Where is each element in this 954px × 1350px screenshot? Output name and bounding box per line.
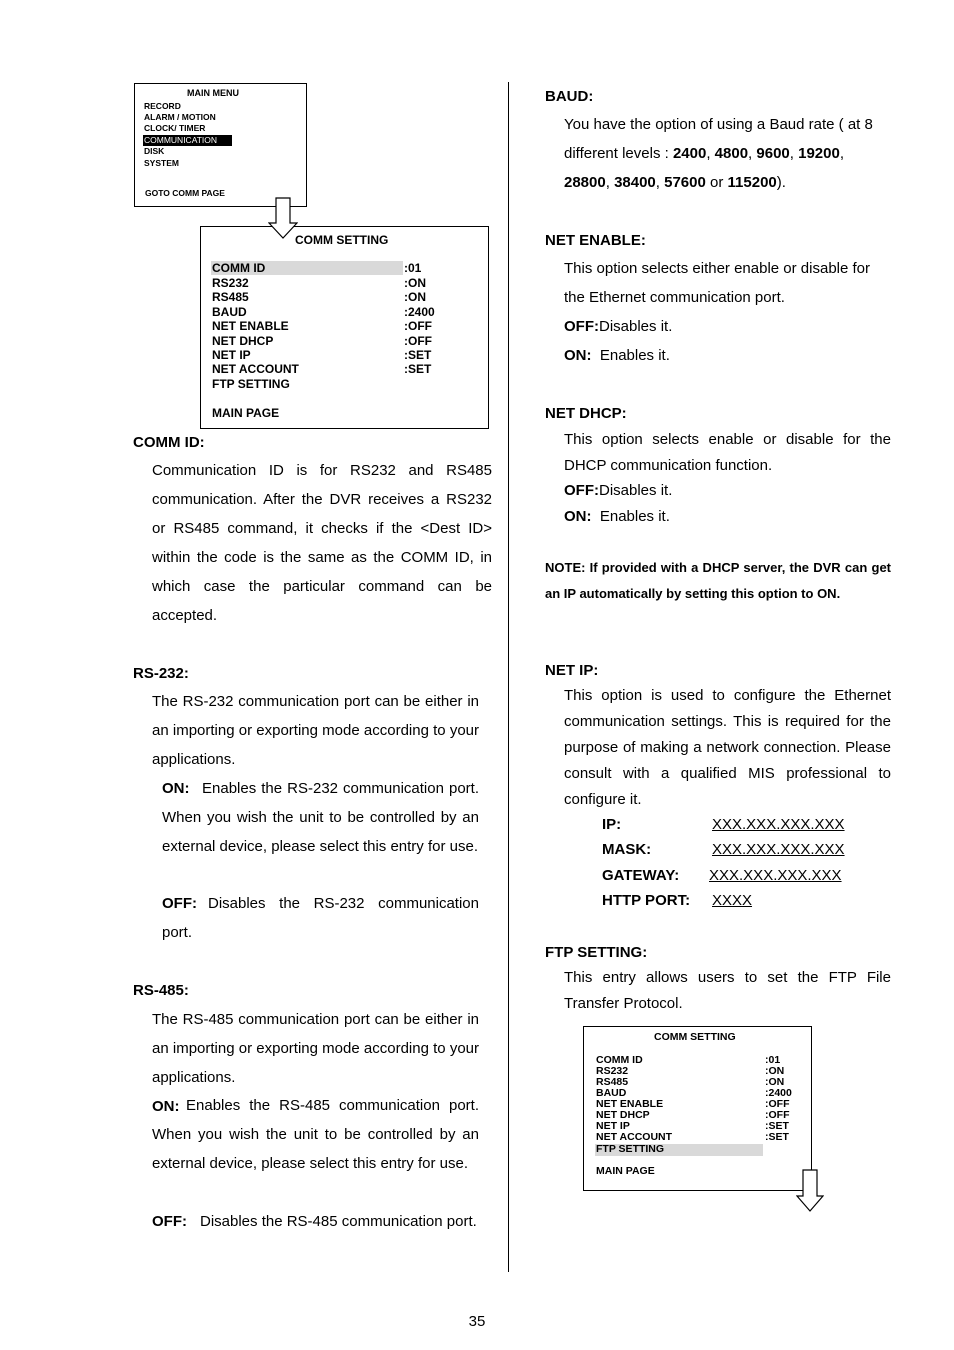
main-menu-item-clock: CLOCK/ TIMER (144, 123, 206, 133)
comm-setting-value: :OFF (404, 334, 432, 348)
comm-setting-label: RS485 (212, 290, 249, 304)
dhcp-note: NOTE: If provided with a DHCP server, the DVR can get an IP automatically by setting this option to ON. (545, 560, 891, 601)
main-menu-title: MAIN MENU (187, 88, 239, 98)
rs485-off-text-span: Disables the RS-485 communication port. (200, 1213, 477, 1230)
off-text: Disables it. (599, 482, 673, 499)
comm-setting-label: BAUD (596, 1087, 627, 1099)
rs485-on-text (152, 1091, 479, 1178)
main-menu-item-record: RECORD (144, 101, 181, 111)
comm-setting-title: COMM SETTING (654, 1031, 736, 1043)
comm-setting-box (200, 226, 489, 429)
main-menu-item-system: SYSTEM (144, 158, 179, 168)
comm-setting-value: :SET (765, 1131, 789, 1143)
ip-field-value: XXX.XXX.XXX.XXX (712, 816, 845, 833)
comm-setting-label: FTP SETTING (596, 1143, 665, 1155)
rs232-text: The RS-232 communication port can be either in an importing or exporting mode according to your applications. (152, 693, 479, 768)
http-port-field-label: HTTP PORT: (602, 892, 691, 909)
comm-setting-value: :OFF (404, 319, 432, 333)
net-dhcp-on (564, 508, 670, 525)
rs485-on-label: ON: (152, 1098, 180, 1115)
net-enable-heading: NET ENABLE: (545, 232, 646, 249)
column-divider (508, 82, 509, 1272)
comm-setting-value: :01 (765, 1054, 781, 1066)
comm-setting-label: RS232 (596, 1065, 629, 1077)
mask-field-value: XXX.XXX.XXX.XXX (712, 841, 845, 858)
on-text: Enables it. (599, 347, 670, 364)
comm-setting-value: :ON (765, 1076, 785, 1088)
net-dhcp-off (564, 482, 672, 499)
comm-setting-label: NET DHCP (212, 334, 274, 348)
main-menu-item-disk: DISK (144, 146, 165, 156)
rs232-off-label: OFF: (162, 895, 197, 912)
baud-text: You have the option of using a Baud rate ( at 8 different levels : 2400, 4800, 9600, 19200, 28800, 38400, 57600 or 115200). (564, 116, 873, 191)
baud-rate: 115200 (727, 174, 777, 191)
comm-setting-label: RS485 (596, 1076, 629, 1088)
net-enable-on (564, 347, 670, 364)
rs232-heading: RS-232: (133, 665, 189, 682)
comm-setting-label: FTP SETTING (212, 377, 290, 391)
baud-end: ). (776, 174, 786, 191)
net-ip-heading: NET IP: (545, 662, 599, 679)
mask-field-label: MASK: (602, 841, 652, 858)
comm-setting-label: BAUD (212, 305, 247, 319)
comm-setting-label: COMM ID (212, 261, 266, 275)
ip-field-label: IP: (602, 816, 622, 833)
comm-setting-label: NET ACCOUNT (212, 362, 299, 376)
gateway-field-value: XXX.XXX.XXX.XXX (709, 867, 842, 884)
comm-setting-value: :2400 (765, 1087, 792, 1099)
page-number: 35 (468, 1313, 486, 1330)
on-label: ON: (564, 508, 592, 525)
on-label: ON: (564, 347, 592, 364)
net-ip-text: This option is used to configure the Ethernet communication settings. This is required for the purpose of making a network connection. Please consult with a qualified MIS professional to configure it. (564, 687, 891, 808)
comm-setting-label: NET IP (596, 1120, 630, 1132)
baud-or: or (710, 174, 724, 191)
main-menu-goto-comm: GOTO COMM PAGE (145, 188, 225, 198)
rs485-off-text (152, 1207, 479, 1236)
down-arrow-icon (268, 197, 298, 239)
comm-setting-value: :ON (765, 1065, 785, 1077)
down-arrow-icon (796, 1169, 824, 1212)
rs232-off-text (162, 889, 479, 947)
rs232-on-text-span: Enables the RS-232 communication port. When you wish the unit to be controlled by an external device, please select this entry for use. (162, 780, 479, 855)
comm-setting-value: :ON (404, 276, 426, 290)
gateway-field-label: GATEWAY: (602, 867, 680, 884)
baud-rate: 2400 (672, 145, 707, 162)
baud-rate: 38400 (614, 174, 656, 191)
baud-rate: 4800 (714, 145, 749, 162)
baud-rate: 57600 (664, 174, 706, 191)
rs232-on-text (162, 774, 479, 861)
net-enable-off (564, 318, 672, 335)
comm-setting-label: NET IP (212, 348, 251, 362)
comm-setting-value: :01 (404, 261, 422, 275)
http-port-field-value: XXXX (712, 892, 753, 909)
baud-rate: 9600 (756, 145, 790, 162)
rs232-on-label: ON: (162, 780, 190, 797)
baud-intro: You have the option of using a Baud rate ( at 8 different levels : (564, 116, 873, 162)
baud-heading: BAUD: (545, 88, 594, 105)
main-menu-item-alarm: ALARM / MOTION (144, 112, 216, 122)
comm-setting-value: :SET (404, 348, 432, 362)
rs485-text: The RS-485 communication port can be either in an importing or exporting mode according to your applications. (152, 1011, 479, 1086)
comm-setting-label: NET ENABLE (596, 1098, 664, 1110)
off-label: OFF: (564, 318, 599, 335)
rs485-heading: RS-485: (133, 982, 189, 999)
net-dhcp-text: This option selects enable or disable for the DHCP communication function. (564, 431, 891, 474)
comm-setting-value: :SET (404, 362, 432, 376)
off-label: OFF: (564, 482, 599, 499)
comm-setting-label: COMM ID (596, 1054, 643, 1066)
comm-setting-footer: MAIN PAGE (596, 1165, 655, 1177)
comm-setting-label: NET DHCP (596, 1109, 650, 1121)
rs485-off-label: OFF: (152, 1213, 187, 1230)
comm-setting-value: :2400 (404, 305, 435, 319)
rs485-on-text-span: Enables the RS-485 communication port. When you wish the unit to be controlled by an external device, please select this entry for use. (152, 1097, 479, 1172)
comm-setting-value: :SET (765, 1120, 789, 1132)
comm-setting-value: :ON (404, 290, 426, 304)
ftp-heading: FTP SETTING: (545, 944, 648, 961)
comm-setting-box-ftp (583, 1026, 812, 1191)
off-text: Disables it. (599, 318, 673, 335)
main-menu-item-communication: COMMUNICATION (143, 135, 232, 146)
baud-rate: 28800 (564, 174, 606, 191)
comm-setting-title: COMM SETTING (295, 233, 389, 247)
comm-setting-label: RS232 (212, 276, 249, 290)
comm-setting-label: NET ACCOUNT (596, 1131, 673, 1143)
net-enable-text: This option selects either enable or disable for the Ethernet communication port. (564, 260, 871, 306)
rs232-off-text-span: Disables the RS-232 communication port. (162, 895, 479, 941)
ftp-text: This entry allows users to set the FTP File Transfer Protocol. (564, 969, 891, 1012)
net-dhcp-heading: NET DHCP: (545, 405, 627, 422)
comm-setting-footer: MAIN PAGE (212, 406, 280, 420)
on-text: Enables it. (599, 508, 670, 525)
comm-id-heading: COMM ID: (133, 434, 205, 451)
comm-setting-value: :OFF (765, 1098, 790, 1110)
main-menu-box (134, 83, 307, 207)
comm-id-text: Communication ID is for RS232 and RS485 communication. After the DVR receives a RS232 or RS485 command, it checks if the <Dest ID> within the code is the same as the COMM ID, in which case the particular command can be accepted. (152, 462, 492, 624)
comm-setting-value: :OFF (765, 1109, 790, 1121)
baud-rate: 19200 (798, 145, 840, 162)
comm-setting-label: NET ENABLE (212, 319, 289, 333)
